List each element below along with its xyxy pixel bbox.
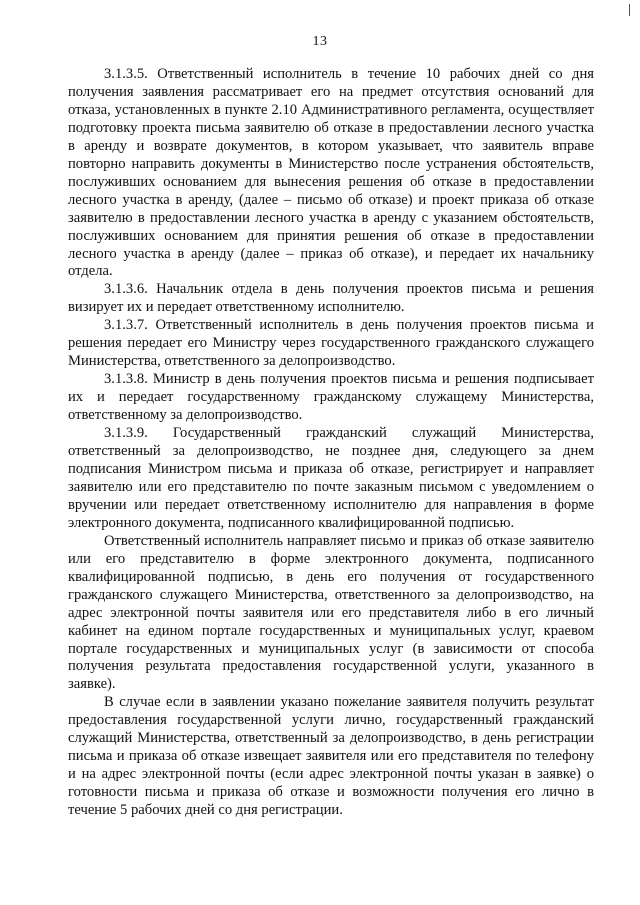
scan-edge-mark: [629, 4, 630, 16]
paragraph-3-1-3-5: 3.1.3.5. Ответственный исполнитель в течение 10 рабочих дней со дня получения заявления рассматривает его на предмет отсутствия оснований для отказа, установленных в пункте 2.10 Административного регламента, осуществляет подготовку проекта письма заявителю об отказе в предоставлении лесного участка в аренду и возврате документов, в котором указывает, что заявитель вправе повторно направить документы в Министерство после устранения обстоятельств, послуживших основанием для вынесения решения об отказе в предоставлении лесного участка в аренду, (далее – письмо об отказе) и проект приказа об отказе заявителю в предоставлении лесного участка в аренду с указанием обстоятельств, послуживших основанием для принятия решения об отказе в предоставлении лесного участка в аренду (далее – приказ об отказе), и передает их начальнику отдела.: [68, 66, 594, 280]
paragraph-3-1-3-6: 3.1.3.6. Начальник отдела в день получения проектов письма и решения визирует их и передает ответственному исполнителю.: [68, 281, 594, 316]
paragraph-personal-receipt: В случае если в заявлении указано пожелание заявителя получить результат предоставления государственной услуги лично, государственный гражданский служащий Министерства, ответственный за делопроизводство, в день регистрации письма и приказа об отказе извещает заявителя или его представителя по телефону и на адрес электронной почты (если адрес электронной почты указан в заявке) о готовности письма и приказа об отказе и возможности получения его лично в течение 5 рабочих дней со дня регистрации.: [68, 694, 594, 819]
paragraph-3-1-3-7: 3.1.3.7. Ответственный исполнитель в день получения проектов письма и решения передает его Министру через государственного гражданского служащего Министерства, ответственного за делопроизводство.: [68, 317, 594, 370]
paragraph-3-1-3-9: 3.1.3.9. Государственный гражданский служащий Министерства, ответственный за делопроизводство, не позднее дня, следующего за днем подписания Министром письма и приказа об отказе, регистрирует и направляет заявителю или его представителю по почте заказным письмом с уведомлением о вручении или передает ответственному исполнителю для направления в форме электронного документа, подписанного квалифицированной подписью.: [68, 425, 594, 531]
paragraph-electronic-sending: Ответственный исполнитель направляет письмо и приказ об отказе заявителю или его представителю в форме электронного документа, подписанного квалифицированной подписью, в день его получения от государственного гражданского служащего Министерства, ответственного за делопроизводство, на адрес электронной почты заявителя или его представителя либо в его личный кабинет на едином портале государственных и муниципальных услуг, краевом портале государственных и муниципальных услуг (в зависимости от способа получения результата предоставления государственной услуги, указанного в заявке).: [68, 532, 594, 693]
page-number: 13: [312, 34, 328, 49]
document-body: [68, 66, 594, 820]
paragraph-3-1-3-8: 3.1.3.8. Министр в день получения проектов письма и решения подписывает их и передает государственному гражданскому служащему Министерства, ответственному за делопроизводство.: [68, 371, 594, 424]
